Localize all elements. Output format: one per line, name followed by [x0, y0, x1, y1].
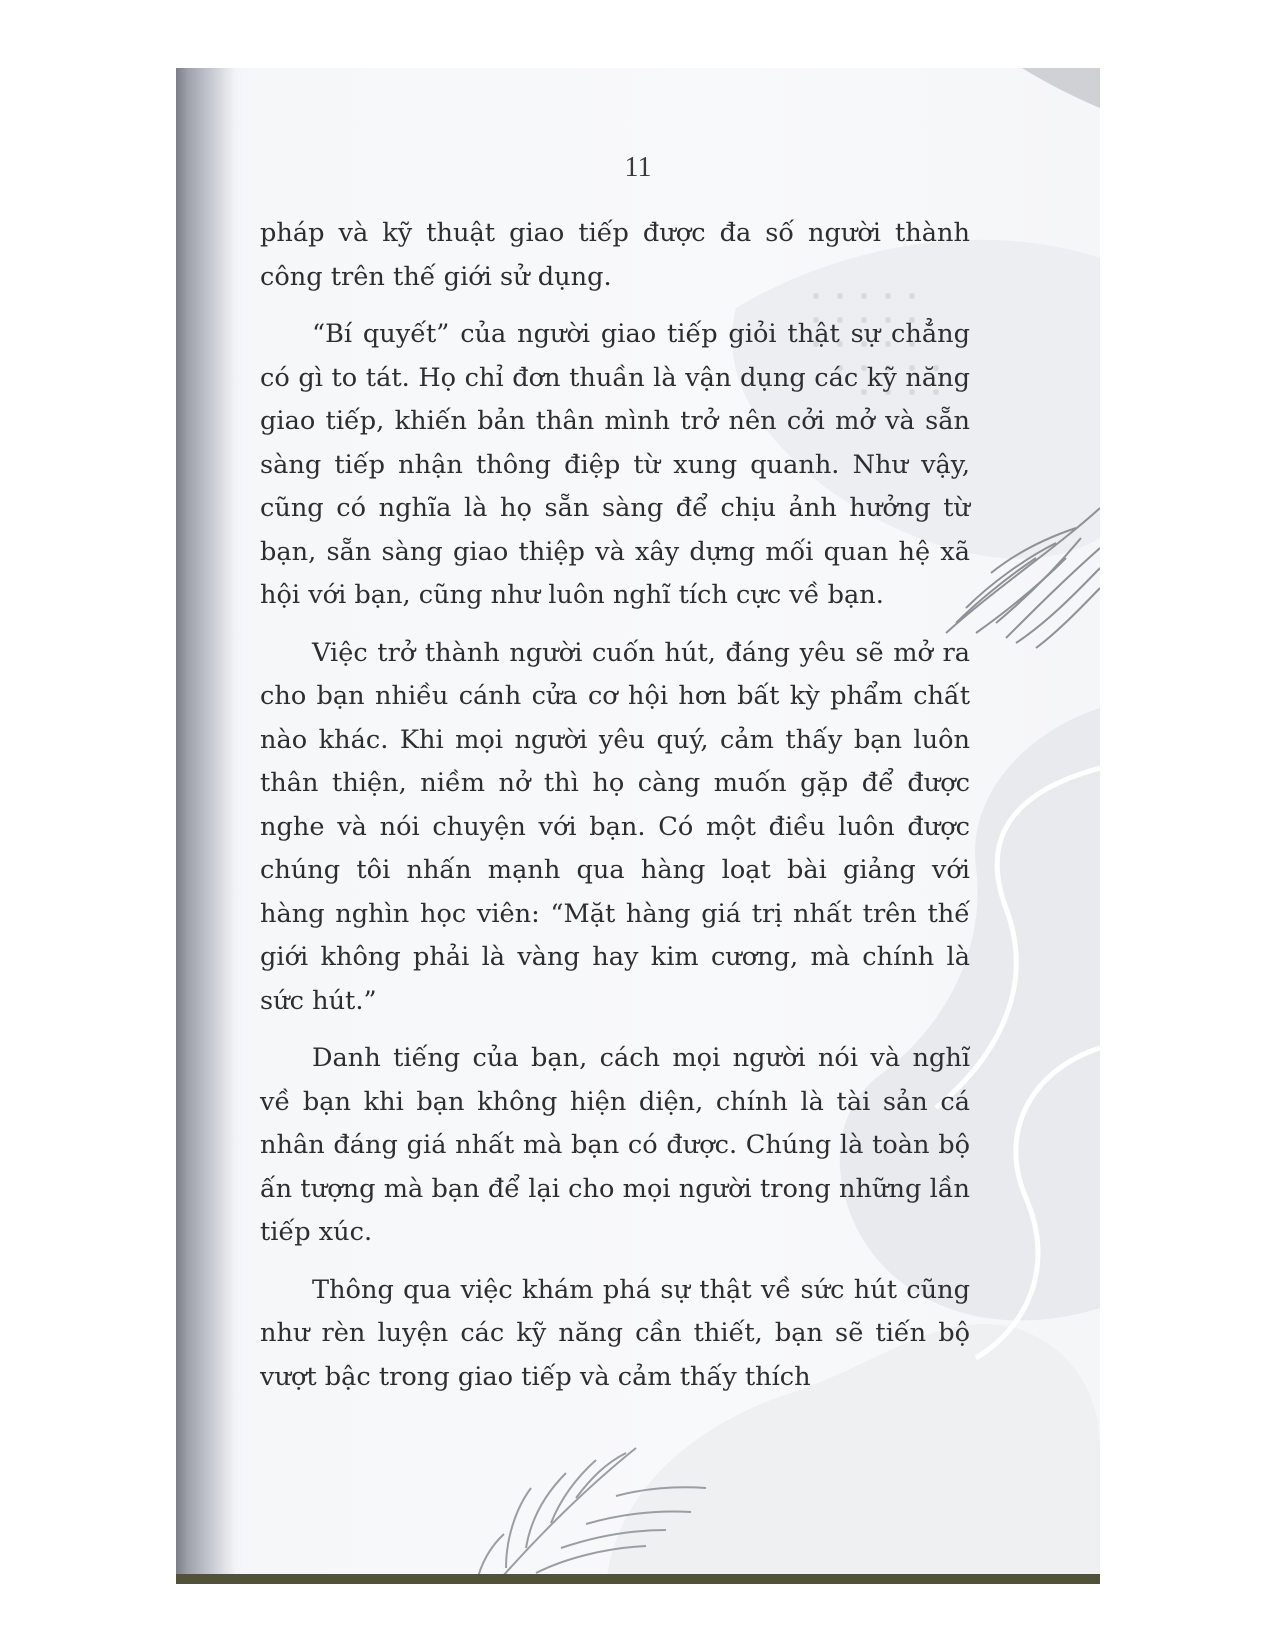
- paragraph: Việc trở thành người cuốn hút, đáng yêu sẽ mở ra cho bạn nhiều cánh cửa cơ hội hơn bất kỳ phẩm chất nào khác. Khi mọi người yêu quý, cảm thấy bạn luôn thân thiện, niềm nở thì họ càng muốn gặp để được nghe và nói chuyện với bạn. Có một điều luôn được chúng tôi nhấn mạnh qua hàng loạt bài giảng với hàng nghìn học viên: “Mặt hàng giá trị nhất trên thế giới không phải là vàng hay kim cương, mà chính là sức hút.”: [260, 637, 970, 1016]
- paragraph: “Bí quyết” của người giao tiếp giỏi thật sự chẳng có gì to tát. Họ chỉ đơn thuần là vận dụng các kỹ năng giao tiếp, khiến bản thân mình trở nên cởi mở và sẵn sàng tiếp nhận thông điệp từ xung quanh. Như vậy, cũng có nghĩa là họ sẵn sàng để chịu ảnh hưởng từ bạn, sẵn sàng giao thiệp và xây dựng mối quan hệ xã hội với bạn, cũng như luôn nghĩ tích cực về bạn.: [260, 319, 970, 610]
- page-body: [260, 212, 970, 1413]
- paragraph: Danh tiếng của bạn, cách mọi người nói và nghĩ về bạn khi bạn không hiện diện, chính là tài sản cá nhân đáng giá nhất mà bạn có được. Chúng là toàn bộ ấn tượng mà bạn để lại cho mọi người trong những lần tiếp xúc.: [260, 1043, 970, 1247]
- paragraph: pháp và kỹ thuật giao tiếp được đa số người thành công trên thế giới sử dụng.: [260, 218, 970, 292]
- book-page-photo: [176, 68, 1100, 1584]
- page-number: 11: [624, 152, 652, 183]
- paragraph: Thông qua việc khám phá sự thật về sức hút cũng như rèn luyện các kỹ năng cần thiết, bạn sẽ tiến bộ vượt bậc trong giao tiếp và cảm thấy thích: [260, 1274, 970, 1392]
- table-surface: [176, 1574, 1100, 1584]
- book-spine-shadow: [176, 68, 236, 1584]
- corner-shape: [1022, 68, 1100, 108]
